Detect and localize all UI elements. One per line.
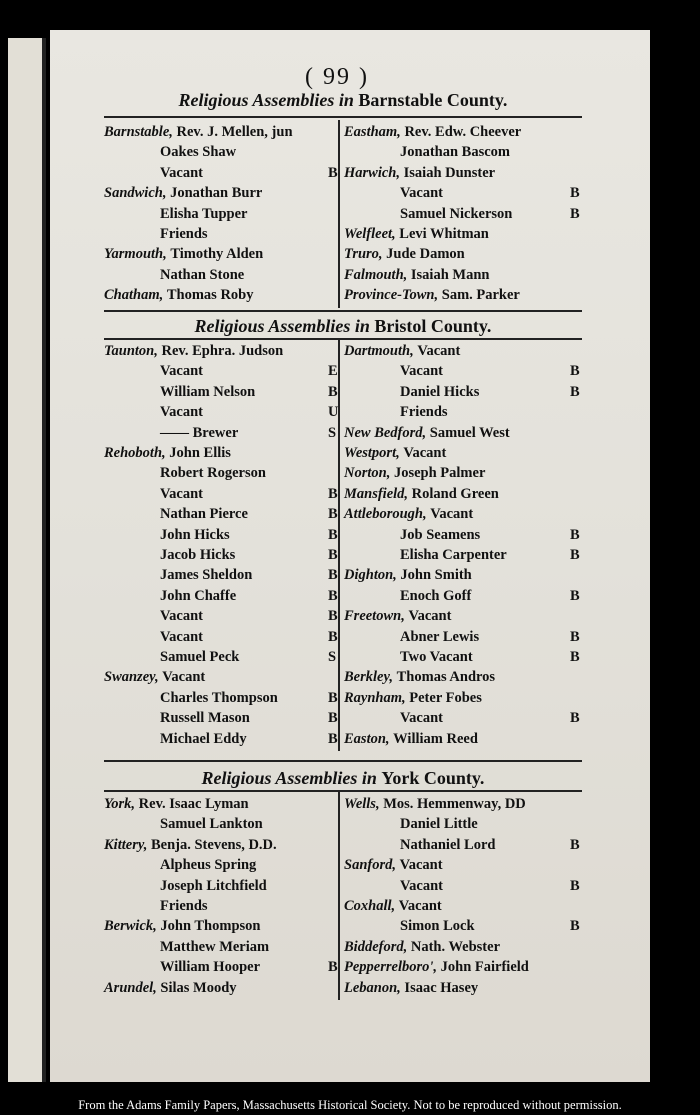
- minister-name: Vacant: [160, 628, 203, 645]
- minister-name: Vacant: [430, 506, 474, 523]
- list-item: [344, 246, 465, 266]
- town-name: Barnstable,: [104, 124, 177, 140]
- denomination-mark: U: [328, 404, 339, 421]
- denomination-mark: B: [570, 205, 580, 222]
- list-item: [104, 837, 277, 857]
- town-name: Harwich,: [344, 164, 404, 181]
- minister-name: Thomas Roby: [166, 287, 254, 304]
- list-item: [160, 404, 203, 424]
- denomination-mark: E: [328, 363, 338, 380]
- list-item: [344, 267, 489, 287]
- list-item: [104, 246, 263, 266]
- section-title-prefix: Religious Assemblies in: [178, 90, 359, 110]
- county-name: York County.: [381, 768, 485, 788]
- list-item: [344, 343, 460, 363]
- minister-name: Vacant: [408, 608, 452, 625]
- list-item: [160, 527, 230, 547]
- minister-name: Elisha Tupper: [160, 205, 248, 222]
- minister-name: John Smith: [400, 567, 472, 584]
- minister-name: Silas Moody: [160, 979, 237, 996]
- denomination-mark: B: [328, 628, 338, 645]
- minister-name: Samuel West: [429, 424, 510, 441]
- town-name: Swanzey,: [104, 669, 163, 686]
- minister-name: Thomas Andros: [396, 669, 496, 686]
- town-name: Truro,: [344, 246, 387, 263]
- minister-name: Michael Eddy: [160, 730, 247, 747]
- minister-name: Samuel Nickerson: [400, 205, 513, 222]
- list-item: [104, 287, 253, 307]
- minister-name: Isaiah Dunster: [403, 164, 496, 181]
- minister-name: John Ellis: [169, 445, 231, 461]
- denomination-mark: B: [328, 547, 338, 563]
- list-item: [400, 206, 512, 226]
- list-item: [160, 588, 236, 608]
- town-name: Freetown,: [344, 608, 409, 625]
- list-item: [104, 669, 205, 689]
- minister-name: Vacant: [398, 898, 442, 914]
- minister-name: Benja. Stevens, D.D.: [150, 836, 277, 853]
- minister-name: Peter Fobes: [409, 689, 482, 706]
- denomination-mark: B: [570, 877, 580, 894]
- minister-name: Vacant: [160, 485, 203, 502]
- footer-notice: From the Adams Family Papers, Massachusetts Historical Society. Not to be reproduced without permission.: [78, 1098, 622, 1112]
- list-item: [160, 710, 250, 730]
- list-item: [160, 816, 263, 836]
- list-item: [160, 506, 248, 526]
- list-item: [160, 731, 247, 751]
- minister-name: James Sheldon: [160, 567, 253, 584]
- page-number: ( 99 ): [305, 64, 369, 90]
- town-name: Rehoboth,: [104, 445, 170, 461]
- minister-name: John Thompson: [160, 918, 261, 935]
- minister-name: Samuel Peck: [160, 649, 240, 665]
- minister-name: Jude Damon: [386, 246, 465, 263]
- minister-name: Job Seamens: [400, 526, 481, 543]
- minister-name: John Fairfield: [440, 959, 529, 976]
- list-item: [344, 959, 529, 979]
- list-item: [160, 206, 247, 226]
- town-name: Norton,: [344, 465, 394, 482]
- list-item: [344, 567, 472, 587]
- list-item: [160, 425, 238, 445]
- minister-name: Abner Lewis: [400, 628, 480, 645]
- town-name: Attleborough,: [344, 506, 431, 523]
- list-item: [400, 918, 475, 938]
- minister-name: Jacob Hicks: [160, 547, 236, 563]
- list-item: [160, 959, 260, 979]
- county-name: Bristol County.: [374, 316, 492, 336]
- denomination-mark: B: [328, 526, 338, 543]
- list-item: [160, 165, 203, 185]
- minister-name: Russell Mason: [160, 710, 250, 727]
- denomination-mark: B: [570, 918, 580, 935]
- list-item: [344, 124, 521, 144]
- denomination-mark: B: [570, 185, 580, 202]
- town-name: Kittery,: [104, 836, 151, 853]
- minister-name: Vacant: [400, 363, 443, 380]
- denomination-mark: B: [570, 836, 580, 853]
- minister-name: Robert Rogerson: [160, 465, 266, 482]
- denomination-mark: S: [328, 424, 337, 441]
- list-item: [400, 588, 471, 608]
- list-item: [344, 939, 500, 959]
- list-item: [344, 226, 489, 246]
- denomination-mark: B: [570, 628, 580, 645]
- list-item: [104, 918, 260, 938]
- section-title: [104, 768, 582, 789]
- town-name: Welfleet,: [344, 226, 400, 242]
- minister-name: Roland Green: [411, 485, 499, 502]
- denomination-mark: B: [328, 383, 338, 400]
- list-item: [400, 527, 480, 547]
- list-item: [160, 898, 208, 918]
- section-title-prefix: Religious Assemblies in: [201, 768, 382, 788]
- town-name: Raynham,: [344, 689, 410, 706]
- minister-name: Samuel Lankton: [160, 816, 263, 833]
- list-item: [160, 363, 203, 383]
- county-name: Barnstable County.: [358, 90, 508, 110]
- list-item: [344, 465, 485, 485]
- list-item: [400, 185, 443, 205]
- section-title: [104, 316, 582, 337]
- list-item: [160, 465, 266, 485]
- list-item: [160, 384, 255, 404]
- town-name: York,: [104, 796, 139, 812]
- list-item: [400, 878, 443, 898]
- town-name: Yarmouth,: [104, 246, 171, 263]
- minister-name: Jonathan Bascom: [400, 144, 510, 161]
- minister-name: Elisha Carpenter: [400, 547, 507, 563]
- minister-name: William Hooper: [160, 959, 261, 976]
- list-item: [104, 124, 293, 144]
- list-item: [344, 425, 510, 445]
- town-name: New Bedford,: [344, 424, 430, 441]
- town-name: Wells,: [344, 796, 384, 812]
- horizontal-rule: [104, 116, 582, 118]
- list-item: [160, 939, 269, 959]
- denomination-mark: B: [570, 363, 580, 380]
- list-item: [344, 608, 451, 628]
- denomination-mark: B: [328, 506, 338, 523]
- list-item: [160, 649, 239, 669]
- minister-name: Friends: [400, 404, 448, 421]
- list-item: [400, 547, 507, 567]
- town-name: Taunton,: [104, 343, 162, 359]
- list-item: [400, 629, 479, 649]
- denomination-mark: S: [328, 649, 337, 665]
- town-name: Arundel,: [104, 979, 161, 996]
- town-name: Biddeford,: [344, 938, 411, 955]
- minister-name: —— Brewer: [160, 424, 239, 441]
- minister-name: Nathan Stone: [160, 266, 245, 283]
- minister-name: Daniel Hicks: [400, 383, 480, 400]
- denomination-mark: B: [570, 383, 580, 400]
- town-name: Province-Town,: [344, 287, 442, 304]
- minister-name: Rev. Ephra. Judson: [161, 343, 284, 359]
- list-item: [400, 837, 495, 857]
- horizontal-rule: [104, 310, 582, 312]
- list-item: [344, 857, 443, 877]
- list-item: [344, 980, 478, 1000]
- list-item: [160, 629, 203, 649]
- minister-name: Enoch Goff: [400, 587, 472, 604]
- minister-name: Vacant: [400, 185, 443, 202]
- minister-name: Daniel Little: [400, 816, 478, 833]
- minister-name: Vacant: [160, 608, 203, 625]
- minister-name: Vacant: [162, 669, 206, 686]
- minister-name: William Reed: [393, 730, 478, 747]
- list-item: [344, 731, 478, 751]
- binding-shadow: [42, 38, 46, 1082]
- minister-name: Timothy Alden: [170, 246, 264, 263]
- horizontal-rule: [104, 760, 582, 762]
- list-item: [104, 185, 262, 205]
- town-name: Sanford,: [344, 857, 400, 874]
- list-item: [344, 669, 495, 689]
- list-item: [400, 816, 478, 836]
- list-item: [104, 445, 231, 465]
- minister-name: Joseph Litchfield: [160, 877, 267, 894]
- minister-name: William Nelson: [160, 383, 256, 400]
- list-item: [344, 165, 495, 185]
- minister-name: Nathaniel Lord: [400, 836, 496, 853]
- list-item: [160, 267, 244, 287]
- town-name: Falmouth,: [344, 266, 411, 283]
- list-item: [344, 690, 482, 710]
- minister-name: Oakes Shaw: [160, 144, 237, 161]
- minister-name: John Hicks: [160, 526, 230, 543]
- town-name: Dighton,: [344, 567, 401, 584]
- list-item: [400, 404, 448, 424]
- list-item: [104, 796, 249, 816]
- town-name: Westport,: [344, 445, 404, 461]
- town-name: Lebanon,: [344, 979, 405, 996]
- town-name: Pepperrelboro',: [344, 959, 441, 976]
- list-item: [160, 226, 208, 246]
- town-name: Dartmouth,: [344, 343, 418, 359]
- list-item: [160, 144, 236, 164]
- minister-name: Rev. Edw. Cheever: [404, 124, 522, 140]
- denomination-mark: B: [328, 959, 338, 976]
- minister-name: Vacant: [160, 404, 203, 421]
- minister-name: Alpheus Spring: [160, 857, 257, 874]
- town-name: Sandwich,: [104, 185, 171, 202]
- list-item: [160, 608, 203, 628]
- minister-name: Charles Thompson: [160, 689, 278, 706]
- denomination-mark: B: [328, 164, 338, 181]
- minister-name: Vacant: [399, 857, 443, 874]
- minister-name: Vacant: [160, 164, 203, 181]
- minister-name: Sam. Parker: [441, 287, 520, 304]
- minister-name: Mos. Hemmenway, DD: [383, 796, 526, 812]
- list-item: [344, 796, 526, 816]
- horizontal-rule: [104, 790, 582, 792]
- minister-name: Levi Whitman: [399, 226, 489, 242]
- denomination-mark: B: [328, 689, 338, 706]
- minister-name: Simon Lock: [400, 918, 475, 935]
- list-item: [344, 486, 499, 506]
- column-divider: [338, 792, 340, 1000]
- minister-name: Isaiah Mann: [410, 266, 490, 283]
- minister-name: Rev. Isaac Lyman: [138, 796, 249, 812]
- denomination-mark: B: [328, 608, 338, 625]
- town-name: Coxhall,: [344, 898, 399, 914]
- list-item: [104, 980, 237, 1000]
- denomination-mark: B: [570, 526, 580, 543]
- minister-name: Matthew Meriam: [160, 938, 270, 955]
- minister-name: Vacant: [403, 445, 447, 461]
- minister-name: Jonathan Burr: [170, 185, 263, 202]
- list-item: [160, 547, 235, 567]
- minister-name: Vacant: [400, 877, 443, 894]
- minister-name: Vacant: [417, 343, 461, 359]
- denomination-mark: B: [328, 587, 338, 604]
- town-name: Berkley,: [344, 669, 397, 686]
- minister-name: Friends: [160, 898, 208, 914]
- list-item: [160, 486, 203, 506]
- minister-name: Rev. J. Mellen, jun: [176, 124, 293, 140]
- column-divider: [338, 339, 340, 751]
- town-name: Mansfield,: [344, 485, 412, 502]
- minister-name: Isaac Hasey: [404, 979, 479, 996]
- denomination-mark: B: [328, 710, 338, 727]
- minister-name: Vacant: [400, 710, 443, 727]
- list-item: [160, 857, 256, 877]
- town-name: Berwick,: [104, 918, 161, 935]
- list-item: [160, 690, 278, 710]
- denomination-mark: B: [570, 710, 580, 727]
- list-item: [344, 287, 520, 307]
- list-item: [344, 506, 473, 526]
- denomination-mark: B: [328, 567, 338, 584]
- denomination-mark: B: [328, 485, 338, 502]
- minister-name: Friends: [160, 226, 208, 242]
- list-item: [400, 649, 473, 669]
- minister-name: Two Vacant: [400, 649, 473, 665]
- list-item: [160, 878, 267, 898]
- town-name: Easton,: [344, 730, 394, 747]
- minister-name: Vacant: [160, 363, 203, 380]
- denomination-mark: B: [328, 730, 338, 747]
- denomination-mark: B: [570, 547, 580, 563]
- section-title: [104, 90, 582, 111]
- column-divider: [338, 120, 340, 308]
- minister-name: John Chaffe: [160, 587, 237, 604]
- list-item: [104, 343, 283, 363]
- horizontal-rule: [104, 338, 582, 340]
- minister-name: Nath. Webster: [410, 938, 501, 955]
- list-item: [400, 384, 479, 404]
- adjacent-page-strip: [8, 38, 46, 1082]
- town-name: Chatham,: [104, 287, 167, 304]
- minister-name: Nathan Pierce: [160, 506, 248, 523]
- minister-name: Joseph Palmer: [393, 465, 486, 482]
- list-item: [400, 710, 443, 730]
- list-item: [344, 898, 442, 918]
- denomination-mark: B: [570, 649, 580, 665]
- list-item: [160, 567, 252, 587]
- section-title-prefix: Religious Assemblies in: [194, 316, 375, 336]
- list-item: [400, 363, 443, 383]
- denomination-mark: B: [570, 587, 580, 604]
- town-name: Eastham,: [344, 124, 405, 140]
- list-item: [344, 445, 446, 465]
- list-item: [400, 144, 510, 164]
